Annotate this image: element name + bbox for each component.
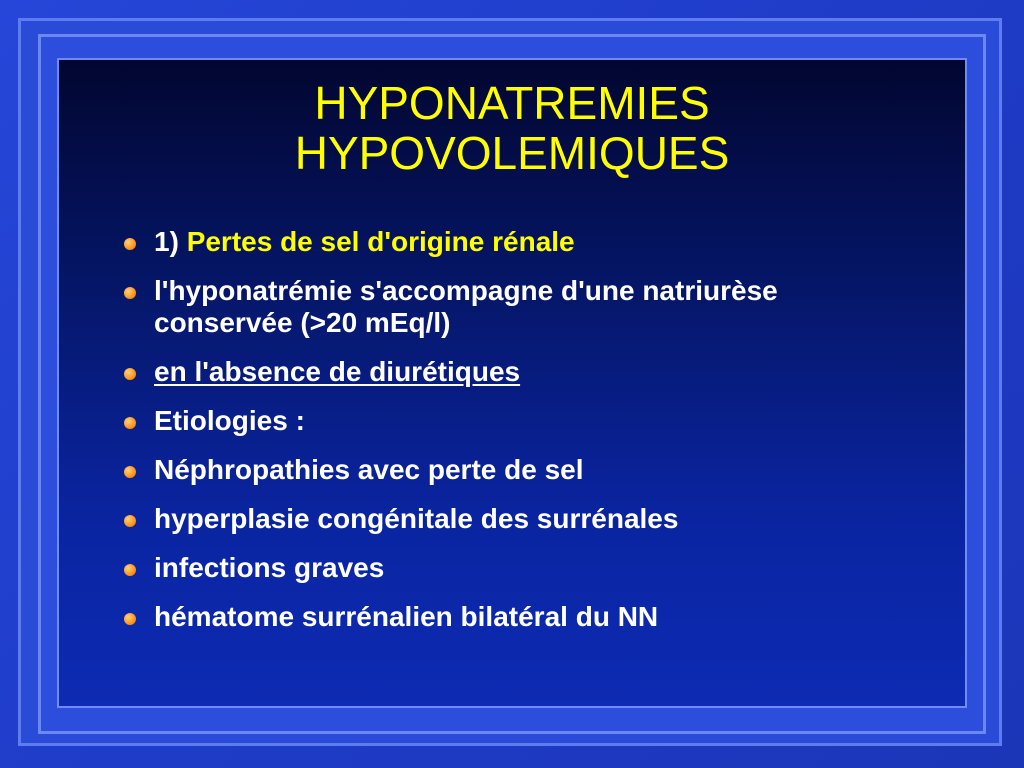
bullet-dot-icon: [124, 287, 136, 299]
bullet-text-underlined: en l'absence de diurétiques: [154, 356, 521, 387]
slide-title: [57, 78, 967, 178]
bullet-dot-icon: [124, 466, 136, 478]
bullet-text-highlight: Pertes de sel d'origine rénale: [186, 226, 575, 257]
bullet-dot-icon: [124, 613, 136, 625]
bullet-item: [118, 601, 918, 633]
bullet-dot-icon: [124, 238, 136, 250]
title-line-2: HYPOVOLEMIQUES: [294, 127, 730, 179]
bullet-list: [118, 226, 918, 650]
bullet-dot-icon: [124, 515, 136, 527]
bullet-item: [118, 356, 918, 388]
bullet-text: hématome surrénalien bilatéral du NN: [154, 601, 659, 632]
bullet-text: hyperplasie congénitale des surrénales: [154, 503, 679, 534]
bullet-item: [118, 226, 918, 258]
bullet-item: [118, 405, 918, 437]
bullet-dot-icon: [124, 564, 136, 576]
bullet-item: [118, 503, 918, 535]
bullet-text: l'hyponatrémie s'accompagne d'une natriurèse conservée (>20 mEq/l): [154, 275, 778, 338]
bullet-item: [118, 275, 918, 339]
bullet-dot-icon: [124, 368, 136, 380]
bullet-prefix: 1): [154, 226, 187, 257]
bullet-item: [118, 552, 918, 584]
bullet-dot-icon: [124, 417, 136, 429]
bullet-text: Etiologies :: [154, 405, 305, 436]
bullet-text: infections graves: [154, 552, 385, 583]
bullet-text: Néphropathies avec perte de sel: [154, 454, 584, 485]
title-line-1: HYPONATREMIES: [314, 77, 710, 129]
bullet-item: [118, 454, 918, 486]
